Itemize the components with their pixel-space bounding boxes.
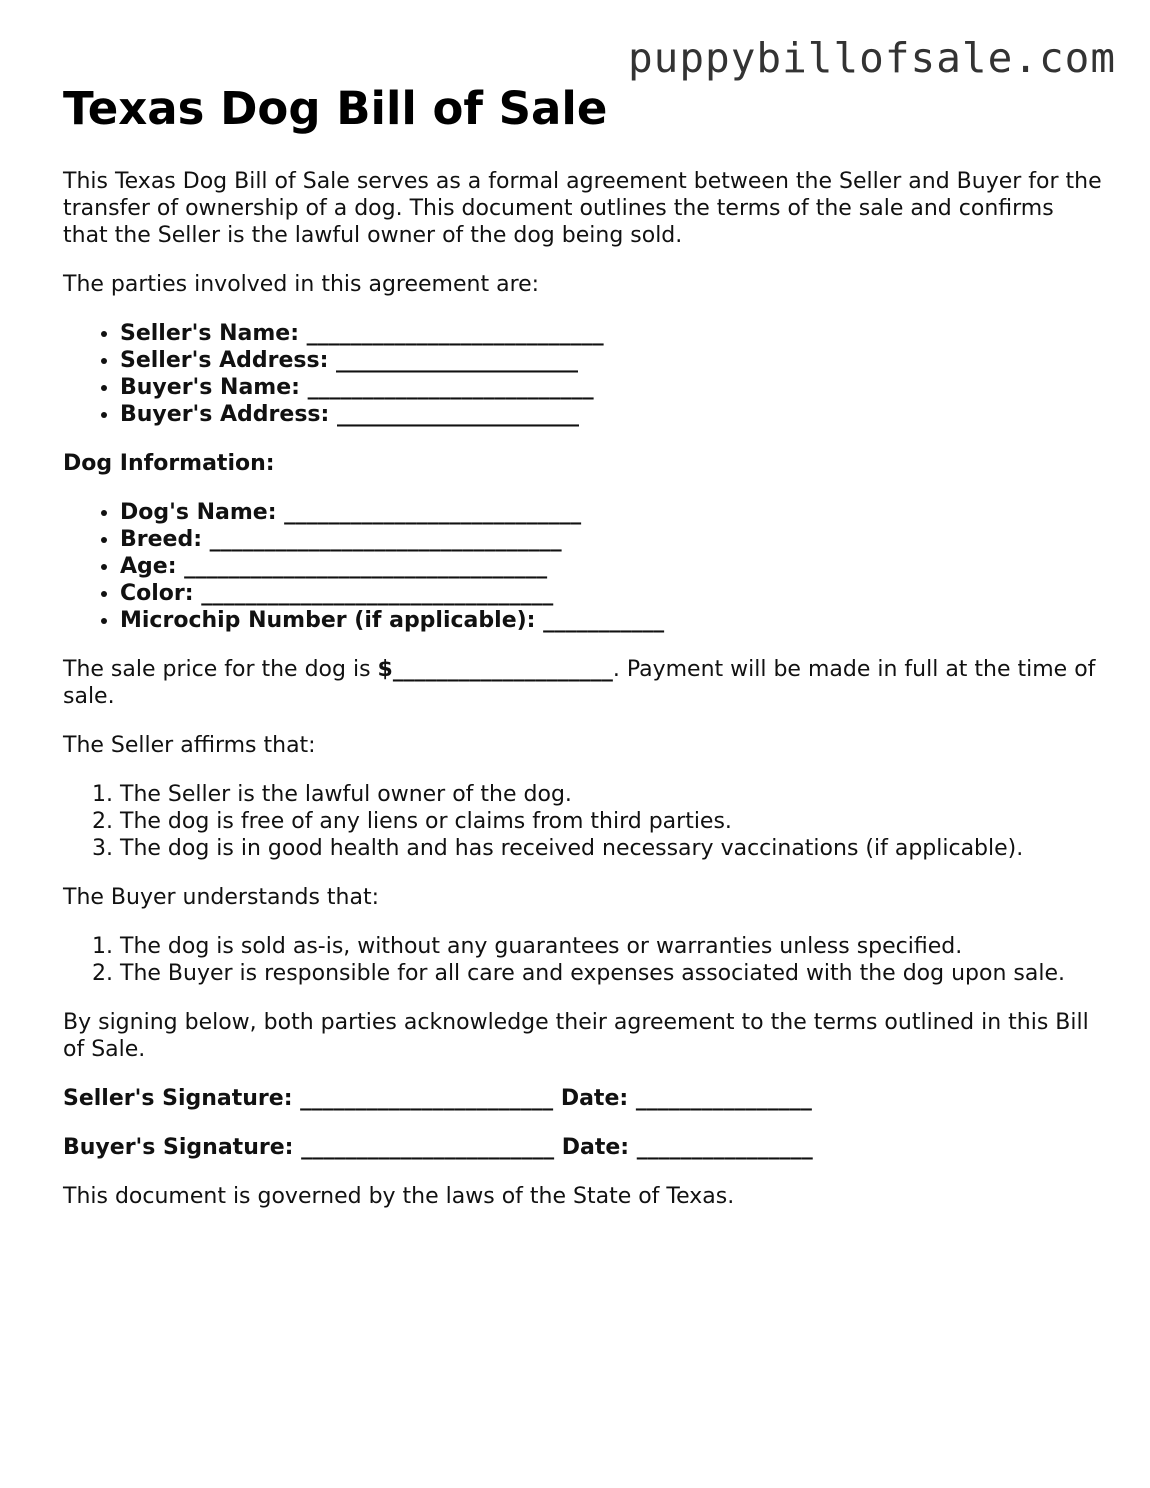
sale-price-terms: . Payment will be made in full at the time of sale. bbox=[63, 657, 1096, 709]
list-item-breed: • Breed: ________________________________ bbox=[120, 526, 1103, 553]
dog-info-list bbox=[63, 499, 1103, 634]
buyer-understands-list bbox=[63, 933, 1103, 987]
seller-affirms-list bbox=[63, 781, 1103, 862]
list-item-seller-name: • Seller's Name: ___________________________ bbox=[120, 320, 1103, 347]
list-item-buyer-name: • Buyer's Name: __________________________ bbox=[120, 374, 1103, 401]
list-item: 1. The dog is sold as-is, without any guarantees or warranties unless specified. bbox=[120, 933, 1103, 960]
list-item-age: • Age: _________________________________ bbox=[120, 553, 1103, 580]
parties-intro: The parties involved in this agreement are: bbox=[63, 272, 540, 297]
seller-affirms-intro: The Seller affirms that: bbox=[63, 733, 316, 758]
list-item: 1. The Seller is the lawful owner of the dog. bbox=[120, 781, 1103, 808]
document-page bbox=[63, 82, 1103, 1232]
acknowledgement-paragraph: By signing below, both parties acknowledge their agreement to the terms outlined in this Bill of Sale. bbox=[63, 1010, 1089, 1062]
list-item: 2. The Buyer is responsible for all care and expenses associated with the dog upon sale. bbox=[120, 960, 1103, 987]
buyer-signature-line: Buyer's Signature: _______________________ Date: ________________ bbox=[63, 1135, 813, 1160]
intro-paragraph: This Texas Dog Bill of Sale serves as a formal agreement between the Seller and Buyer for the transfer of ownership of a dog. This document outlines the terms of the sale and confirms that the Seller is the lawful owner of the dog being sold. bbox=[63, 169, 1102, 248]
list-item-dog-name: • Dog's Name: ___________________________ bbox=[120, 499, 1103, 526]
dog-info-heading: Dog Information: bbox=[63, 451, 275, 476]
sale-price-paragraph bbox=[63, 656, 1103, 710]
buyer-understands-intro: The Buyer understands that: bbox=[63, 885, 379, 910]
governing-law-paragraph: This document is governed by the laws of the State of Texas. bbox=[63, 1184, 735, 1209]
sale-price-amount: $____________________ bbox=[377, 657, 613, 682]
site-watermark: puppybillofsale.com bbox=[628, 34, 1116, 82]
list-item: 2. The dog is free of any liens or claims from third parties. bbox=[120, 808, 1103, 835]
list-item: 3. The dog is in good health and has received necessary vaccinations (if applicable). bbox=[120, 835, 1103, 862]
list-item-seller-address: • Seller's Address: ______________________ bbox=[120, 347, 1103, 374]
seller-signature-line: Seller's Signature: _______________________ Date: ________________ bbox=[63, 1086, 812, 1111]
list-item-color: • Color: ________________________________ bbox=[120, 580, 1103, 607]
parties-list bbox=[63, 320, 1103, 428]
list-item-buyer-address: • Buyer's Address: ______________________ bbox=[120, 401, 1103, 428]
page-title: Texas Dog Bill of Sale bbox=[63, 82, 608, 135]
list-item-microchip: • Microchip Number (if applicable): ___________ bbox=[120, 607, 1103, 634]
sale-price-text: The sale price for the dog is bbox=[63, 657, 378, 682]
